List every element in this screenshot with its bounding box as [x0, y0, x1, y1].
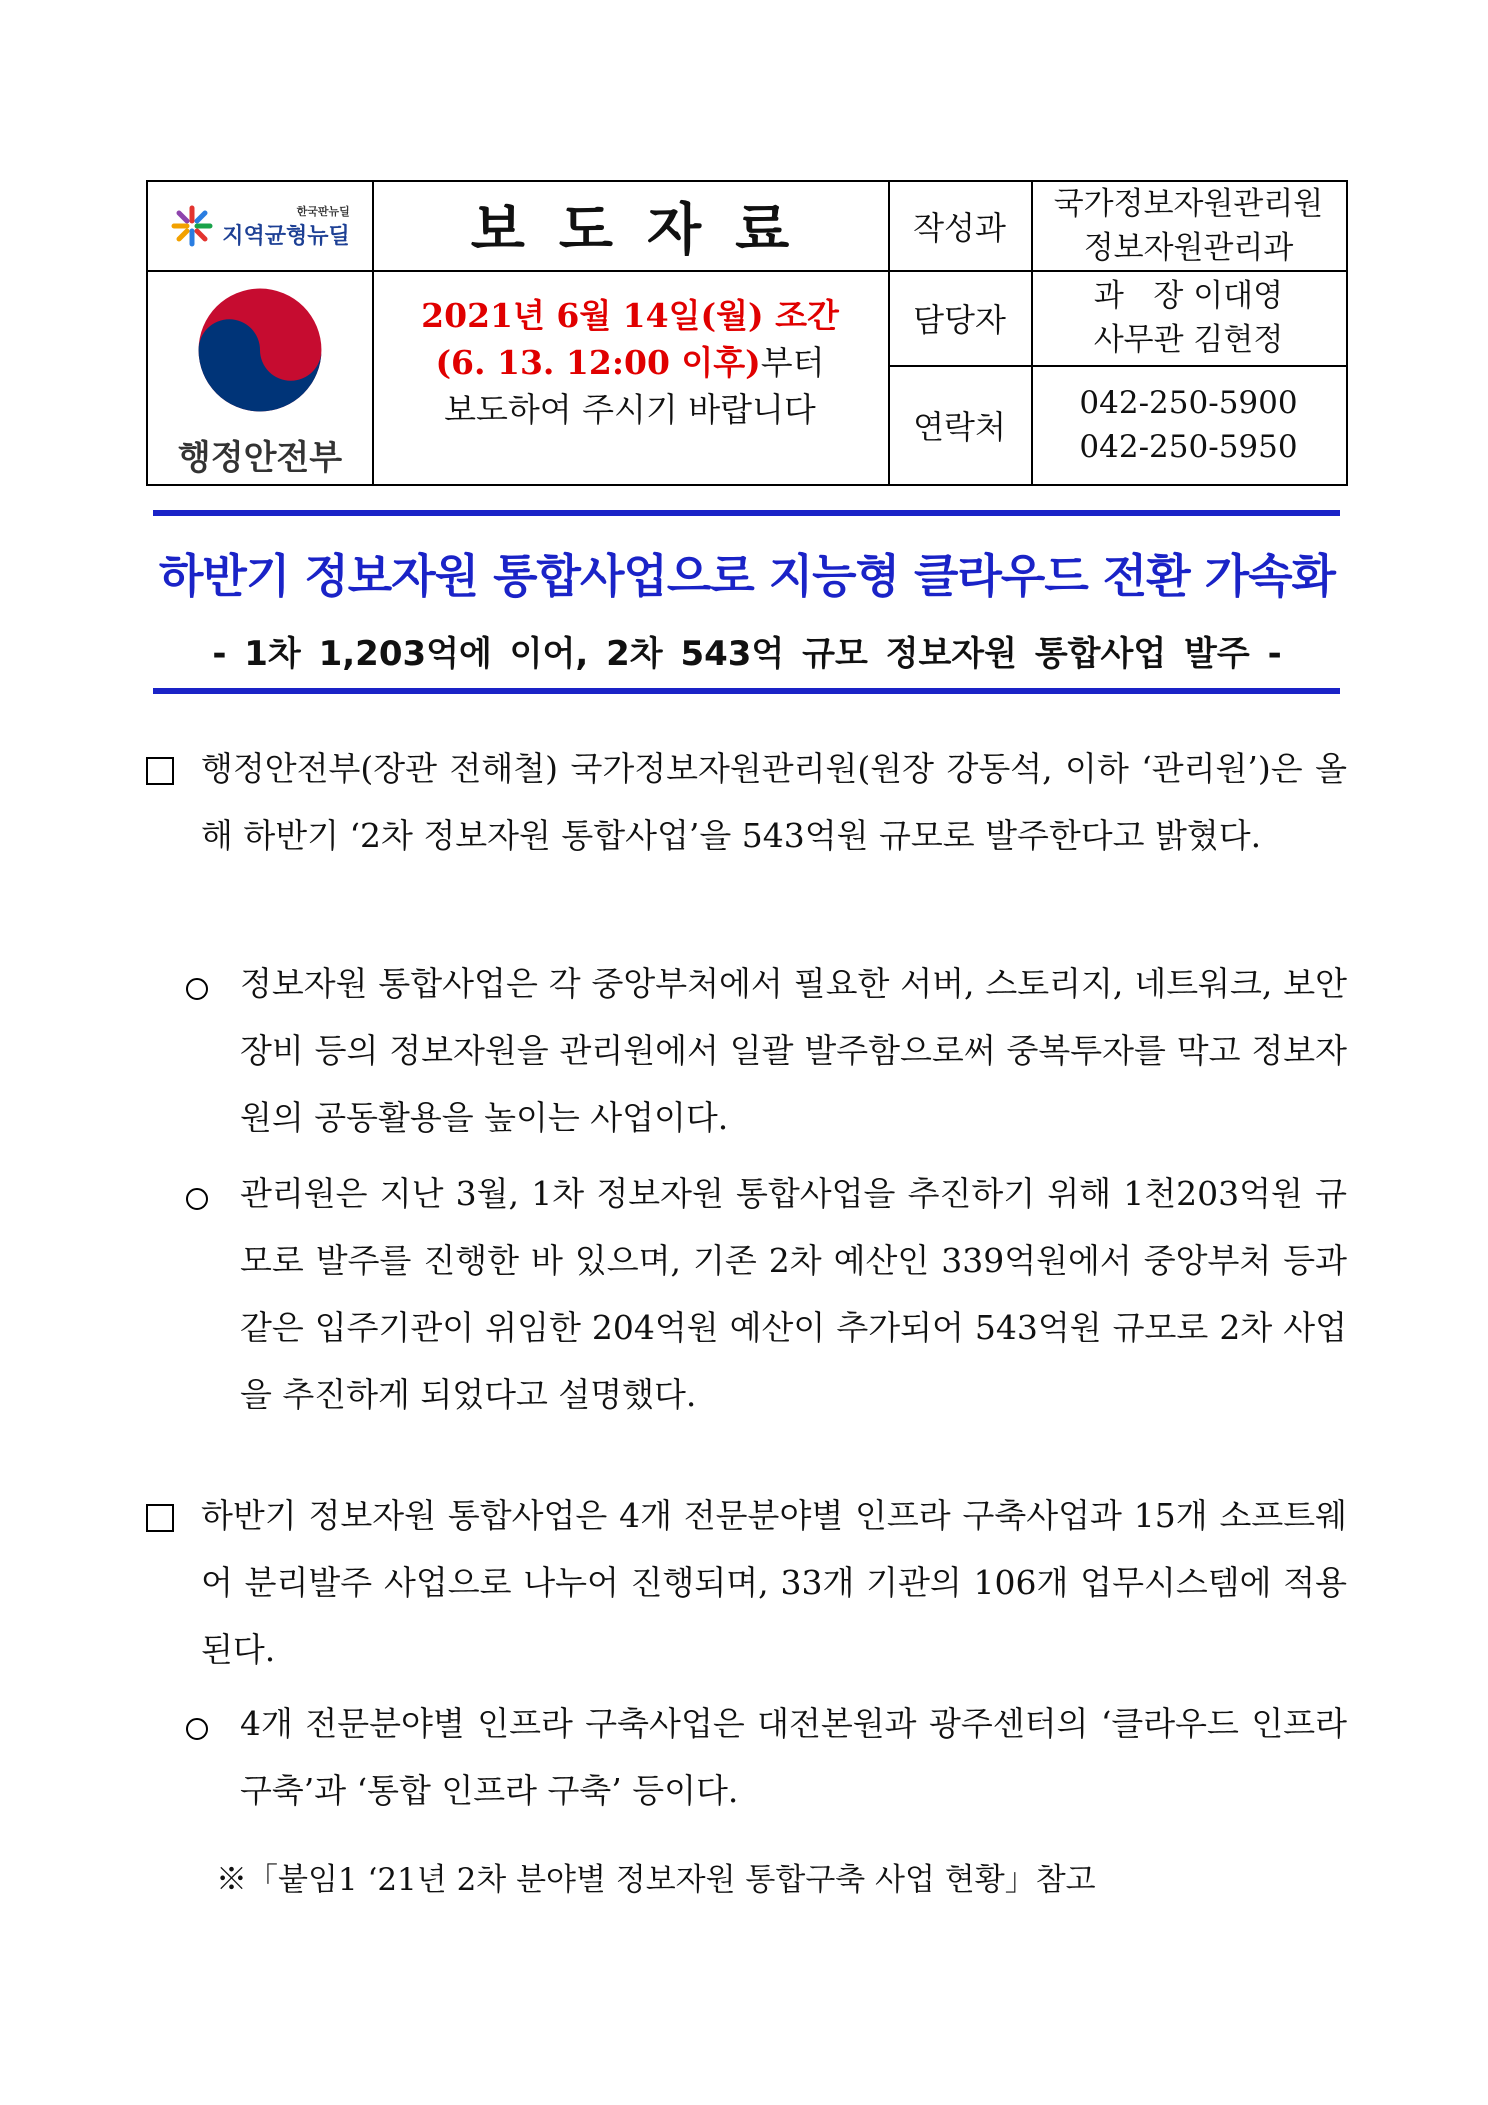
document-title: 보도자료	[470, 197, 824, 263]
author-dept-value	[1031, 182, 1346, 270]
new-deal-star-icon	[170, 204, 214, 248]
contact-person-line: 과 장 이대영	[1093, 277, 1284, 314]
headline: 하반기 정보자원 통합사업으로 지능형 클라우드 전환 가속화	[159, 549, 1335, 603]
release-date: 2021년 6월 14일(월) 조간	[421, 296, 839, 335]
taegeuk-emblem-icon	[196, 286, 324, 414]
square-bullet	[146, 757, 174, 785]
paragraph-2a: 4개 전문분야별 인프라 구축사업은 대전본원과 광주센터의 ‘클라우드 인프라 구축’과 ‘통합 인프라 구축’ 등이다.	[240, 1704, 1347, 1810]
ministry-name: 행정안전부	[177, 438, 343, 478]
logo-main-text: 지역균형뉴딜	[222, 223, 350, 249]
paragraph-1: 행정안전부(장관 전해철) 국가정보자원관리원(원장 강동석, 이하 ‘관리원’)은 올해 하반기 ‘2차 정보자원 통합사업’을 543억원 규모로 발주한다고 밝혔다.	[201, 749, 1347, 855]
circle-bullet	[186, 1718, 208, 1740]
phone-value	[1031, 365, 1346, 484]
embargo-suffix: 부터	[760, 343, 825, 382]
paragraph-2: 하반기 정보자원 통합사업은 4개 전문분야별 인프라 구축사업과 15개 소프트웨어 분리발주 사업으로 나누어 진행되며, 33개 기관의 106개 업무시스템에 적용된다.	[201, 1496, 1347, 1669]
paragraph-1b: 관리원은 지난 3월, 1차 정보자원 통합사업을 추진하기 위해 1천203억원 규모로 발주를 진행한 바 있으며, 기존 2차 예산인 339억원에서 중앙부처 등과 같은 입주기관이 위임한 204억원 예산이 추가되어 543억원 규모로 2차 사업을 추진하게 되었다고 설명했다.	[240, 1174, 1347, 1414]
circle-bullet	[186, 978, 208, 1000]
ministry-logo	[148, 270, 372, 484]
phone-number: 042-250-5950	[1079, 428, 1298, 465]
square-bullet	[146, 1504, 174, 1532]
contact-person-line: 사무관 김현정	[1093, 321, 1284, 358]
author-dept-line: 국가정보자원관리원	[1053, 186, 1324, 222]
attachment-note: ※「붙임1 ‘21년 2차 분야별 정보자원 통합구축 사업 현황」참고	[216, 1862, 1096, 1898]
headline-bottom-rule	[153, 688, 1340, 694]
headline-top-rule	[153, 510, 1340, 516]
logo-small-text: 한국판뉴딜	[296, 204, 350, 218]
phone-label: 연락처	[913, 407, 1006, 446]
regional-new-deal-logo	[148, 182, 372, 270]
release-request: 보도하여 주시기 바랍니다	[444, 390, 816, 429]
release-date-block	[372, 270, 888, 484]
phone-number: 042-250-5900	[1079, 384, 1298, 421]
embargo-time: (6. 13. 12:00 이후)	[435, 343, 761, 382]
circle-bullet	[186, 1188, 208, 1210]
press-release-header-table	[146, 180, 1348, 486]
contact-person-label: 담당자	[913, 300, 1006, 339]
embargo-line	[372, 339, 888, 386]
contact-person-value	[1031, 270, 1346, 365]
subheadline: - 1차 1,203억에 이어, 2차 543억 규모 정보자원 통합사업 발주 -	[212, 634, 1282, 674]
author-dept-label: 작성과	[913, 209, 1006, 247]
paragraph-1a: 정보자원 통합사업은 각 중앙부처에서 필요한 서버, 스토리지, 네트워크, 보안장비 등의 정보자원을 관리원에서 일괄 발주함으로써 중복투자를 막고 정보자원의 공동활용을 높이는 사업이다.	[240, 964, 1347, 1137]
author-dept-line: 정보자원관리과	[1083, 230, 1294, 266]
